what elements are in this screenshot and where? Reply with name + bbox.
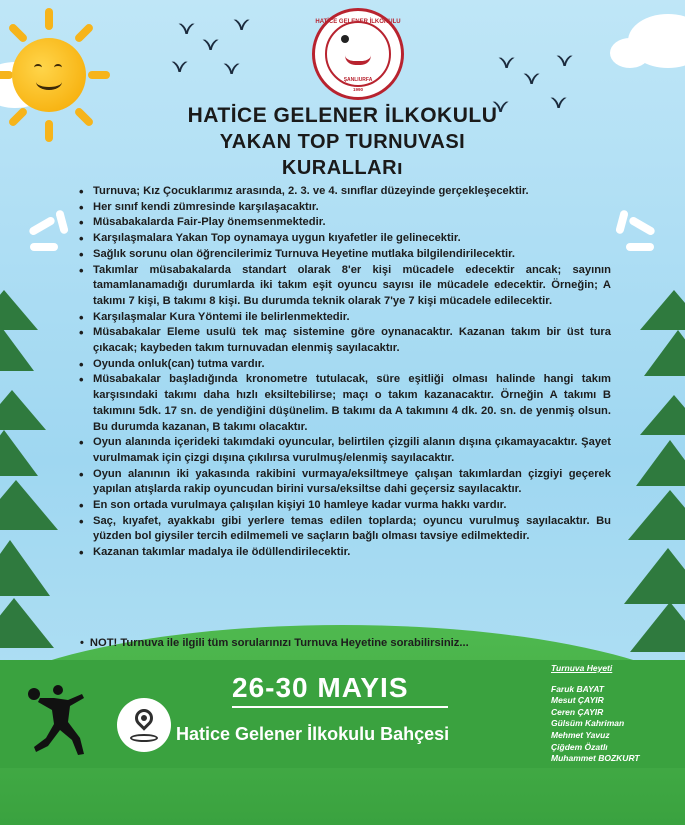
school-logo xyxy=(312,8,404,100)
committee-title: Turnuva Heyeti xyxy=(551,663,613,673)
rule-item: • Kazanan takımlar madalya ile ödüllendirilecektir. xyxy=(77,545,611,561)
bird-icon: ⋎ xyxy=(201,34,220,55)
location-pin-icon xyxy=(117,698,171,752)
rule-item: • Her sınıf kendi zümresinde karşılaşacaktır. xyxy=(77,200,611,216)
spark-icon xyxy=(626,243,654,251)
committee-member: Muhammet BOZKURT xyxy=(551,753,640,764)
logo-city: ŞANLIURFA xyxy=(343,77,373,83)
committee-member: Gülsüm Kahriman xyxy=(551,718,625,729)
rule-item: • Müsabakalar başladığında kronometre tutulacak, süre eşitliği olması halinde hangi takım karşısındaki takımı daha hızlı eksiltebilirse; maçı o takım kazanacaktır. Örneğin A takımı B takımını 5dk. 17 sn. de yendiğini düşünelim. B takımı da A takımını 4 dk. 20. sn. de yenmiş olsun. Bu durumda kazanan, B takımı olacaktır. xyxy=(77,372,611,435)
logo-school-name: HATİCE GELENER İLKOKULU xyxy=(315,19,401,25)
rule-item: • Oyunda onluk(can) tutma vardır. xyxy=(77,357,611,373)
spark-icon xyxy=(30,243,58,251)
cloud-right-small xyxy=(610,38,650,68)
page-subtitle: YAKAN TOP TURNUVASI xyxy=(219,131,466,153)
event-venue: Hatice Gelener İlkokulu Bahçesi xyxy=(176,724,450,744)
rules-heading: KURALLARı xyxy=(281,157,404,179)
bird-icon: ⋎ xyxy=(497,52,516,73)
bird-icon: ⋎ xyxy=(491,96,510,117)
committee-member: Faruk BAYAT xyxy=(551,683,604,694)
rule-item: • Saç, kıyafet, ayakkabı gibi yerlere temas edilen toplarda; oyuncu vurulmuş sayılacaktır. Bu yüzden bol giysiler tercih edilmemeli ve saçların bağlı olması tavsiye edilmektedir. xyxy=(77,514,611,545)
rule-item: • Karşılaşmalar Kura Yöntemi ile belirlenmektedir. xyxy=(77,310,611,326)
committee-member: Mehmet Yavuz xyxy=(551,729,610,740)
rules-list xyxy=(77,184,611,561)
page-title: HATİCE GELENER İLKOKULU xyxy=(187,104,498,127)
date-underline xyxy=(232,706,448,708)
rule-item: • Müsabakalar Eleme usulü tek maç sistemine göre oynanacaktır. Kazanan takım bir üst tura çıkacak; kaybeden takım turnuvadan elenmiş sayılacaktır. xyxy=(77,325,611,356)
committee-member: Çiğdem Özatlı xyxy=(551,741,608,752)
rule-item: • Sağlık sorunu olan öğrencilerimiz Turnuva Heyetine mutlaka bilgilendirilecektir. xyxy=(77,247,611,263)
event-date: 26-30 MAYIS xyxy=(232,672,409,703)
rule-item: • Karşılaşmalara Yakan Top oynamaya uygun kıyafetler ile gelinecektir. xyxy=(77,231,611,247)
bird-icon: ⋎ xyxy=(555,50,574,71)
bird-icon: ⋎ xyxy=(549,92,568,113)
committee-member: Ceren ÇAYIR xyxy=(551,706,604,717)
player-silhouette-icon xyxy=(24,680,104,760)
bird-icon: ⋎ xyxy=(522,68,541,89)
note-text: • NOT! Turnuva ile ilgili tüm sorularınızı Turnuva Heyetine sorabilirsiniz... xyxy=(80,637,469,649)
committee-member: Mesut ÇAYIR xyxy=(551,695,604,706)
rule-item: • Oyun alanının iki yakasında rakibini vurmaya/eksiltmeye çalışan takımlardan çizgiyi geçerek yapılan atışlarda rakip oyuncudan birini vursa/eksiltse dahi geçersiz sayılacaktır. xyxy=(77,467,611,498)
bird-icon: ⋎ xyxy=(232,14,251,35)
logo-year: 1990 xyxy=(352,87,363,92)
rule-item: • Müsabakalarda Fair-Play önemsenmektedir. xyxy=(77,215,611,231)
bird-icon: ⋎ xyxy=(170,56,189,77)
note-label: NOT! Turnuva ile ilgili tüm sorularınızı Turnuva Heyetine sorabilirsiniz... xyxy=(89,637,469,649)
rule-item: • Turnuva; Kız Çocuklarımız arasında, 2. 3. ve 4. sınıflar düzeyinde gerçekleşecektir. xyxy=(77,184,611,200)
rule-item: • En son ortada vurulmaya çalışılan kişiyi 10 hamleye kadar vurma hakkı vardır. xyxy=(77,498,611,514)
bird-icon: ⋎ xyxy=(222,58,241,79)
rule-item: • Takımlar müsabakalarda standart olarak 8'er kişi mücadele edecektir ancak; sayının tamamlanamadığı durumlarda iki takım eşit oyuncu sayısı ile mücadele edecektir. Örneğin; A takımı 7 kişi, B takımı 8 kişi. Bu durumda teknik olarak 7'ye 7 kişi mücadele edilecektir. xyxy=(77,263,611,310)
committee-list xyxy=(551,663,640,765)
bird-icon: ⋎ xyxy=(177,18,196,39)
rule-item: • Oyun alanında içerideki takımdaki oyuncular, belirtilen çizgili alanın dışına çıkamayacaktır. Şayet vurulmamak için çizgi dışına çıkılırsa vurulmuş/elenmiş sayılacaktır. xyxy=(77,435,611,466)
